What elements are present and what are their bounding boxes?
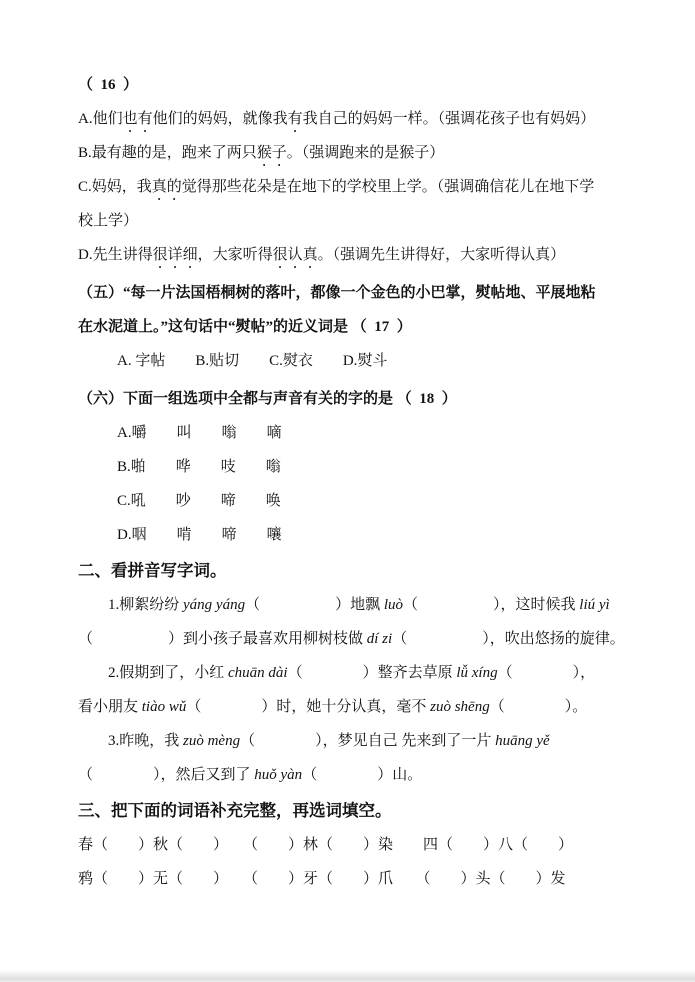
text-segment: 二、看拼音写字词。 (78, 561, 227, 580)
emphasis-dotted-text: 有 (287, 111, 303, 127)
text-segment: A. 字帖 B.贴切 C.熨衣 D.熨斗 (117, 353, 388, 369)
pinyin-item-3-line1 (78, 724, 655, 758)
pinyin-text: dí zi (366, 631, 393, 647)
question-16-answer-blank (78, 68, 655, 102)
pinyin-text: huǒ yàn (254, 767, 303, 783)
text-segment: （ ）到小孩子最喜欢用柳树枝做 (78, 631, 367, 647)
text-segment: 1.柳絮纷纷 (108, 597, 184, 613)
text-segment: 校上学） (78, 213, 139, 229)
q17-stem-line1 (78, 276, 655, 310)
q18-stem (78, 382, 655, 416)
q16-option-a (78, 102, 655, 136)
section-2-heading (78, 554, 655, 588)
emphasis-dotted-text: 也有 (122, 111, 153, 127)
text-segment: D.咽 啃 啼 嚷 (117, 527, 282, 543)
q16-option-c-line2 (78, 204, 655, 238)
pinyin-text: huāng yě (495, 733, 550, 749)
text-segment: C.吼 吵 啼 唤 (117, 493, 281, 509)
text-segment: （ 16 ） (78, 77, 139, 93)
text-segment: C.妈妈，我 (78, 179, 152, 195)
text-segment: A.嚼 叫 嗡 嘀 (117, 425, 282, 441)
text-segment: 觉得那些花朵是在地下的学校里上学。（强调确信花儿在地下学 (181, 179, 595, 195)
pinyin-text: chuān dài (228, 665, 288, 681)
q17-stem-line2 (78, 310, 655, 344)
pinyin-item-1-line1 (78, 588, 655, 622)
text-segment: （ ），吹出悠扬的旋律。 (392, 631, 625, 647)
pinyin-text: zuò mèng (183, 733, 241, 749)
text-segment: 看小朋友 (78, 699, 142, 715)
pinyin-item-3-line2 (78, 758, 655, 792)
text-segment: （ ），这时候我 (403, 597, 580, 613)
pinyin-text: lǚ xíng (456, 665, 498, 681)
idiom-row-2 (78, 862, 655, 896)
text-segment: 我自己的妈妈一样。（强调花孩子也有妈妈） (302, 111, 596, 127)
emphasis-dotted-text: 真的 (151, 179, 182, 195)
text-segment: （ ）地飘 (245, 597, 384, 613)
text-segment: 春（ ）秋（ ） （ ）林（ ）染 四（ ）八（ ） (78, 837, 574, 853)
idiom-row-1 (78, 828, 655, 862)
text-segment: （五）“每一片法国梧桐树的落叶，都像一个金色的小巴掌，熨帖地、平展地粘 (78, 285, 596, 301)
document-content (78, 68, 655, 896)
text-segment: （ ）山。 (302, 767, 423, 783)
pinyin-item-1-line2 (78, 622, 655, 656)
q18-choice-d (78, 518, 655, 552)
pinyin-text: zuò shēng (430, 699, 490, 715)
q18-choice-b (78, 450, 655, 484)
text-segment: （ ）时，她十分认真，毫不 (186, 699, 431, 715)
page-bottom-edge (0, 970, 695, 982)
emphasis-dotted-text: 很详细 (152, 247, 198, 263)
text-segment: 鸦（ ）无（ ） （ ）牙（ ）爪 （ ）头（ ）发 (78, 871, 566, 887)
pinyin-item-2-line1 (78, 656, 655, 690)
text-segment: 3.昨晚，我 (108, 733, 184, 749)
pinyin-text: yáng yáng (183, 597, 246, 613)
q18-choice-a (78, 416, 655, 450)
text-segment: （ ）， (497, 665, 596, 681)
text-segment: 他们的妈妈，就像我 (152, 111, 288, 127)
text-segment: ，大家听得 (197, 247, 273, 263)
emphasis-dotted-text: 猴子 (256, 145, 287, 161)
text-segment: A.他们 (78, 111, 123, 127)
q16-option-b (78, 136, 655, 170)
pinyin-text: liú yì (579, 597, 610, 613)
text-segment: （ ）。 (489, 699, 588, 715)
text-segment: 。（强调跑来的是猴子） (286, 145, 445, 161)
text-segment: （ ），然后又到了 (78, 767, 255, 783)
pinyin-item-2-line2 (78, 690, 655, 724)
q17-choices (78, 344, 655, 378)
pinyin-text: tiào wǔ (141, 699, 187, 715)
text-segment: D.先生讲得 (78, 247, 153, 263)
text-segment: 在水泥道上。”这句话中“熨帖”的近义词是 （ 17 ） (78, 319, 412, 335)
pinyin-text: luò (383, 597, 404, 613)
text-segment: B.啪 哗 吱 嗡 (117, 459, 281, 475)
text-segment: （ ）整齐去草原 (287, 665, 457, 681)
section-3-heading (78, 794, 655, 828)
text-segment: 。（强调先生讲得好，大家听得认真） (317, 247, 566, 263)
q18-choice-c (78, 484, 655, 518)
text-segment: （六）下面一组选项中全都与声音有关的字的是 （ 18 ） (78, 391, 457, 407)
text-segment: 三、把下面的词语补充完整，再选词填空。 (78, 801, 392, 820)
text-segment: B.最有趣的是，跑来了两只 (78, 145, 257, 161)
text-segment: （ ），梦见自己 先来到了一片 (240, 733, 496, 749)
text-segment: 2.假期到了，小红 (108, 665, 229, 681)
q16-option-d (78, 238, 655, 272)
q16-option-c-line1 (78, 170, 655, 204)
emphasis-dotted-text: 很认真 (272, 247, 318, 263)
